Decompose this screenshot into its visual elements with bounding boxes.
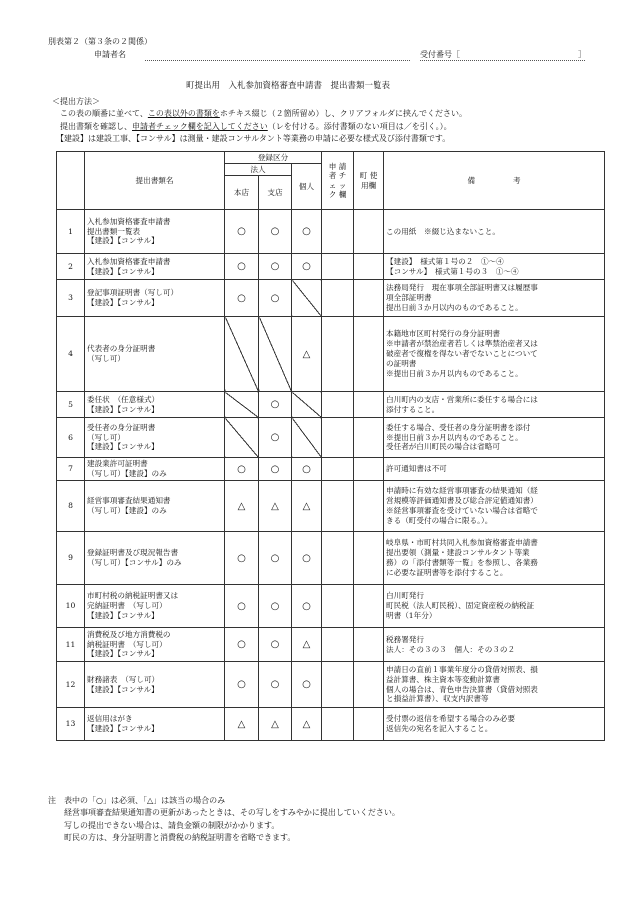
method-heading: ＜提出方法＞ [52, 97, 100, 106]
receipt-number-label: 受付番号［ [420, 50, 460, 59]
remarks [384, 458, 605, 481]
col-docname-header: 提出書類名 [85, 152, 225, 210]
applicant-check-cell[interactable] [322, 392, 354, 418]
applicant-check-cell[interactable] [322, 254, 354, 280]
mark-kojin [292, 392, 322, 418]
mark-honten [225, 392, 259, 418]
mark-shiten: ○ [259, 254, 292, 280]
remarks-line: 破産者で復権を得ない者でないことについて [386, 349, 538, 359]
table-row [57, 481, 605, 532]
col-head-office-header: 本店 [225, 176, 259, 210]
remarks-line: 申請時に有効な経営事項審査の結果通知（経 [386, 486, 538, 496]
remarks-line: ※経営事項審査を受けていない場合は省略で [386, 506, 538, 515]
remarks-line: 岐阜県・市町村共同入札参加資格審査申請書 [386, 538, 538, 548]
document-name-line: 建設業許可証明書 [87, 459, 148, 469]
remarks-line: この用紙 ※綴じ込まないこと。 [386, 226, 500, 236]
mark-honten: ○ [225, 585, 259, 628]
remarks-line: 町民税（法人町民税）、固定資産税の納税証 [386, 601, 535, 611]
document-name [85, 254, 225, 280]
applicant-check-cell[interactable] [322, 532, 354, 585]
page-title: 町提出用 入札参加資格審査申請書 提出書類一覧表 [186, 81, 391, 91]
remarks [384, 532, 605, 585]
document-name-line: （写し可）【建設】のみ [87, 469, 167, 478]
receipt-number-field[interactable] [420, 60, 585, 61]
applicant-check-cell[interactable] [322, 662, 354, 708]
remarks-line: 受任者が白川町民の場合は省略可 [386, 442, 500, 452]
document-name-line: 返信用はがき [87, 714, 133, 724]
table-row [57, 532, 605, 585]
row-number: 2 [57, 254, 85, 280]
applicant-check-cell[interactable] [322, 585, 354, 628]
remarks-line: 委任する場合、受任者の身分証明書を添付 [386, 422, 531, 432]
method-line-3: 【建設】は建設工事、【コンサル】は測量・建設コンサルタント等業務の申請に必要な様式及び添付書類です。 [52, 134, 451, 144]
mark-kojin: ○ [292, 532, 322, 585]
document-name [85, 317, 225, 392]
mark-kojin: △ [292, 481, 322, 532]
footnote: 経営事項審査結果通知書の更新があったときは、その写しをすみやかに提出していください。 [48, 808, 400, 818]
table-row [57, 280, 605, 317]
remarks-line: 本籍地市区町村発行の身分証明書 [386, 329, 500, 339]
document-name [85, 418, 225, 458]
mark-honten: △ [225, 708, 259, 741]
remarks-line: 法人：その３の３ 個人：その３の２ [386, 644, 516, 654]
table-row [57, 628, 605, 662]
document-name-line: 【建設】【コンサル】 [87, 404, 159, 414]
remarks [384, 418, 605, 458]
remarks-line: と損益計算書）、収支内訳書等 [386, 694, 489, 704]
document-name-line: 入札参加資格審査申請書 [87, 216, 171, 226]
remarks-line: に必要な証明書等を添付すること。 [386, 567, 508, 577]
mark-shiten: ○ [259, 210, 292, 254]
mark-honten: ○ [225, 662, 259, 708]
table-row [57, 585, 605, 628]
applicant-label: 申請者名 [94, 50, 126, 59]
document-name-line: 【建設】【コンサル】 [87, 724, 159, 733]
row-number: 1 [57, 210, 85, 254]
mark-shiten: △ [259, 708, 292, 741]
remarks [384, 662, 605, 708]
remarks-line: 法務局発行 現在事項全部証明書又は履歴事 [386, 283, 538, 293]
table-row [57, 418, 605, 458]
table-row [57, 317, 605, 392]
applicant-check-cell[interactable] [322, 317, 354, 392]
col-registration-header: 登録区分 [225, 152, 322, 164]
document-name-line: 入札参加資格審査申請書 [87, 256, 171, 266]
applicant-check-cell[interactable] [322, 280, 354, 317]
receipt-number-close: ］ [578, 50, 586, 59]
document-name-line: 【建設】【コンサル】 [87, 266, 159, 276]
remarks [384, 210, 605, 254]
remarks-line: 【コンサル】 様式第１号の３ ①～④ [386, 266, 519, 276]
town-use-cell [354, 280, 384, 317]
document-name-line: 財務諸表 （写し可） [87, 674, 160, 684]
remarks-line: 添付すること。 [386, 404, 440, 414]
row-number: 7 [57, 458, 85, 481]
remarks-line: 提出要領（測量・建設コンサルタント等業 [386, 548, 530, 558]
town-use-cell [354, 458, 384, 481]
document-name [85, 458, 225, 481]
mark-kojin: △ [292, 708, 322, 741]
col-individual-header: 個人 [292, 164, 322, 210]
mark-kojin: ○ [292, 662, 322, 708]
mark-shiten: ○ [259, 585, 292, 628]
town-use-cell [354, 481, 384, 532]
document-name [85, 585, 225, 628]
town-use-cell [354, 585, 384, 628]
applicant-name-field[interactable] [145, 60, 410, 61]
remarks-line: ※提出日前３か月以内ものであること。 [386, 432, 523, 442]
mark-honten: ○ [225, 210, 259, 254]
mark-kojin: ○ [292, 254, 322, 280]
mark-kojin: ○ [292, 585, 322, 628]
document-name-line: （写し可） [87, 354, 125, 363]
document-name [85, 532, 225, 585]
applicant-check-cell[interactable] [322, 481, 354, 532]
document-name [85, 628, 225, 662]
document-name-line: 【建設】【コンサル】 [87, 236, 159, 246]
remarks-line: 個人の場合は、青色申告決算書（貸借対照表 [386, 684, 538, 694]
remarks-line: 白川町発行 [386, 591, 424, 601]
col-corporation-header: 法人 [225, 164, 292, 176]
remarks [384, 280, 605, 317]
document-name-line: 経営事項審査結果通知書 [87, 496, 171, 506]
town-use-cell [354, 418, 384, 458]
town-use-cell [354, 210, 384, 254]
col-town-use-header: 町 使 用欄 [354, 152, 384, 210]
remarks-line: ※提出日前３か月以内ものであること。 [386, 368, 523, 378]
document-name-line: 【建設】【コンサル】 [87, 610, 159, 620]
mark-honten: ○ [225, 532, 259, 585]
row-number: 13 [57, 708, 85, 741]
mark-kojin: △ [292, 628, 322, 662]
remarks-line: 営規模等評価通知書及び総合評定値通知書） [386, 496, 538, 506]
applicant-check-cell[interactable] [322, 708, 354, 741]
document-name-line: 登記事項証明書（写し可） [87, 288, 179, 298]
col-branch-header: 支店 [259, 176, 292, 210]
document-name-line: 受任者の身分証明書 [87, 422, 156, 432]
mark-shiten: △ [259, 481, 292, 532]
document-name [85, 210, 225, 254]
document-name-line: 委任状 （任意様式） [87, 394, 160, 404]
remarks-line: きる（町受付の場合に限る。）。 [386, 515, 493, 525]
table-row [57, 662, 605, 708]
footnote: 町民の方は、身分証明書と消費税の納税証明書を省略できます。 [48, 833, 296, 843]
mark-honten: ○ [225, 458, 259, 481]
footnote: 注 表中の「○」は必須、「△」は該当の場合のみ [48, 796, 226, 805]
document-name-line: （写し可）【建設】のみ [87, 506, 167, 515]
town-use-cell [354, 662, 384, 708]
document-name-line: 【建設】【コンサル】 [87, 442, 159, 452]
remarks-line: 務）の「添付書類等一覧」を参照し、各業務 [386, 558, 538, 567]
remarks [384, 317, 605, 392]
applicant-check-cell[interactable] [322, 210, 354, 254]
mark-kojin [292, 280, 322, 317]
document-name [85, 392, 225, 418]
footnote: 写しの提出できない場合は、請負金額の制限がかかります。 [48, 820, 280, 830]
mark-shiten [259, 317, 292, 392]
document-name-line: 市町村税の納税証明書又は [87, 591, 179, 601]
remarks-line: 益計算書、株主資本等変動計算書 [386, 674, 500, 684]
row-number: 10 [57, 585, 85, 628]
town-use-cell [354, 392, 384, 418]
mark-honten [225, 317, 259, 392]
town-use-cell [354, 532, 384, 585]
document-name-line: 消費税及び地方消費税の [87, 629, 171, 639]
mark-shiten: ○ [259, 662, 292, 708]
mark-shiten: ○ [259, 418, 292, 458]
remarks-line: 返信先の宛名を記入すること。 [386, 724, 493, 733]
remarks-line: の証明書 [386, 358, 417, 368]
remarks-line: 白川町内の支店・営業所に委任する場合には [386, 394, 538, 404]
table-row [57, 210, 605, 254]
method-line-1: この表の順番に並べて、この表以外の書類をホチキス綴じ（２箇所留め）し、クリアフォルダに挟んでください。 [52, 109, 467, 119]
mark-kojin: ○ [292, 210, 322, 254]
col-remarks-header: 備 考 [384, 152, 605, 210]
mark-honten: △ [225, 481, 259, 532]
mark-shiten: ○ [259, 458, 292, 481]
col-applicant-check-header: 申 請 者 チ ェ ッ ク 欄 [322, 152, 354, 210]
remarks-line: 提出日前３か月以内のものであること。 [386, 302, 523, 312]
row-number: 8 [57, 481, 85, 532]
document-name [85, 662, 225, 708]
table-row [57, 708, 605, 741]
document-name-line: （写し可）【コンサル】のみ [87, 558, 182, 567]
table-row [57, 254, 605, 280]
mark-kojin [292, 418, 322, 458]
town-use-cell [354, 708, 384, 741]
remarks-line: 許可通知書は不可 [386, 464, 447, 474]
document-name-line: （写し可） [87, 432, 125, 442]
row-number: 12 [57, 662, 85, 708]
remarks-line: 明書（1年分） [386, 610, 437, 620]
mark-honten: ○ [225, 254, 259, 280]
mark-kojin: △ [292, 317, 322, 392]
applicant-check-cell[interactable] [322, 458, 354, 481]
document-name-line: 【建設】【コンサル】 [87, 298, 159, 307]
row-number: 3 [57, 280, 85, 317]
mark-shiten: ○ [259, 628, 292, 662]
row-number: 6 [57, 418, 85, 458]
table-row [57, 392, 605, 418]
mark-shiten: ○ [259, 392, 292, 418]
footnotes [48, 795, 400, 845]
mark-honten: ○ [225, 280, 259, 317]
document-name [85, 481, 225, 532]
document-name-line: 代表者の身分証明書 [87, 344, 156, 354]
mark-honten [225, 418, 259, 458]
submission-method [52, 96, 467, 146]
mark-honten: ○ [225, 628, 259, 662]
method-line-2: 提出書類を確認し、申請者チェック欄を記入してください（レを付ける。添付書類のない項目は／を引く。）。 [52, 121, 452, 131]
remarks-line: 【建設】 様式第１号の２ ①～④ [386, 256, 504, 266]
row-number: 11 [57, 628, 85, 662]
document-name-line: 提出書類一覧表 [87, 226, 141, 236]
remarks [384, 254, 605, 280]
applicant-check-cell[interactable] [322, 418, 354, 458]
remarks [384, 708, 605, 741]
document-name [85, 708, 225, 741]
applicant-check-cell[interactable] [322, 628, 354, 662]
row-number: 9 [57, 532, 85, 585]
town-use-cell [354, 254, 384, 280]
document-name-line: 【建設】【コンサル】 [87, 684, 159, 694]
town-use-cell [354, 317, 384, 392]
mark-shiten: ○ [259, 532, 292, 585]
remarks-line: 申請日の直前１事業年度分の貸借対照表、損 [386, 664, 538, 674]
mark-kojin: ○ [292, 458, 322, 481]
remarks-line: 税務署発行 [386, 634, 424, 644]
mark-shiten: ○ [259, 280, 292, 317]
remarks [384, 585, 605, 628]
col-no-header [57, 152, 85, 210]
row-number: 4 [57, 317, 85, 392]
row-number: 5 [57, 392, 85, 418]
remarks [384, 628, 605, 662]
document-name-line: 完納証明書 （写し可） [87, 601, 167, 611]
form-reference: 別表第２（第３条の２関係） [48, 37, 152, 46]
remarks [384, 392, 605, 418]
document-name-line: 納税証明書 （写し可） [87, 639, 167, 649]
remarks-line: 受付票の返信を希望する場合のみ必要 [386, 714, 516, 724]
document-name-line: 登録証明書及び現況報告書 [87, 548, 179, 558]
document-list-table [56, 151, 605, 741]
table-row [57, 458, 605, 481]
remarks-line: 項全部証明書 [386, 293, 432, 303]
remarks-line: ※申請者が禁治産者若しくは準禁治産者又は [386, 339, 538, 349]
remarks [384, 481, 605, 532]
town-use-cell [354, 628, 384, 662]
document-name-line: 【建設】【コンサル】 [87, 649, 159, 659]
document-name [85, 280, 225, 317]
